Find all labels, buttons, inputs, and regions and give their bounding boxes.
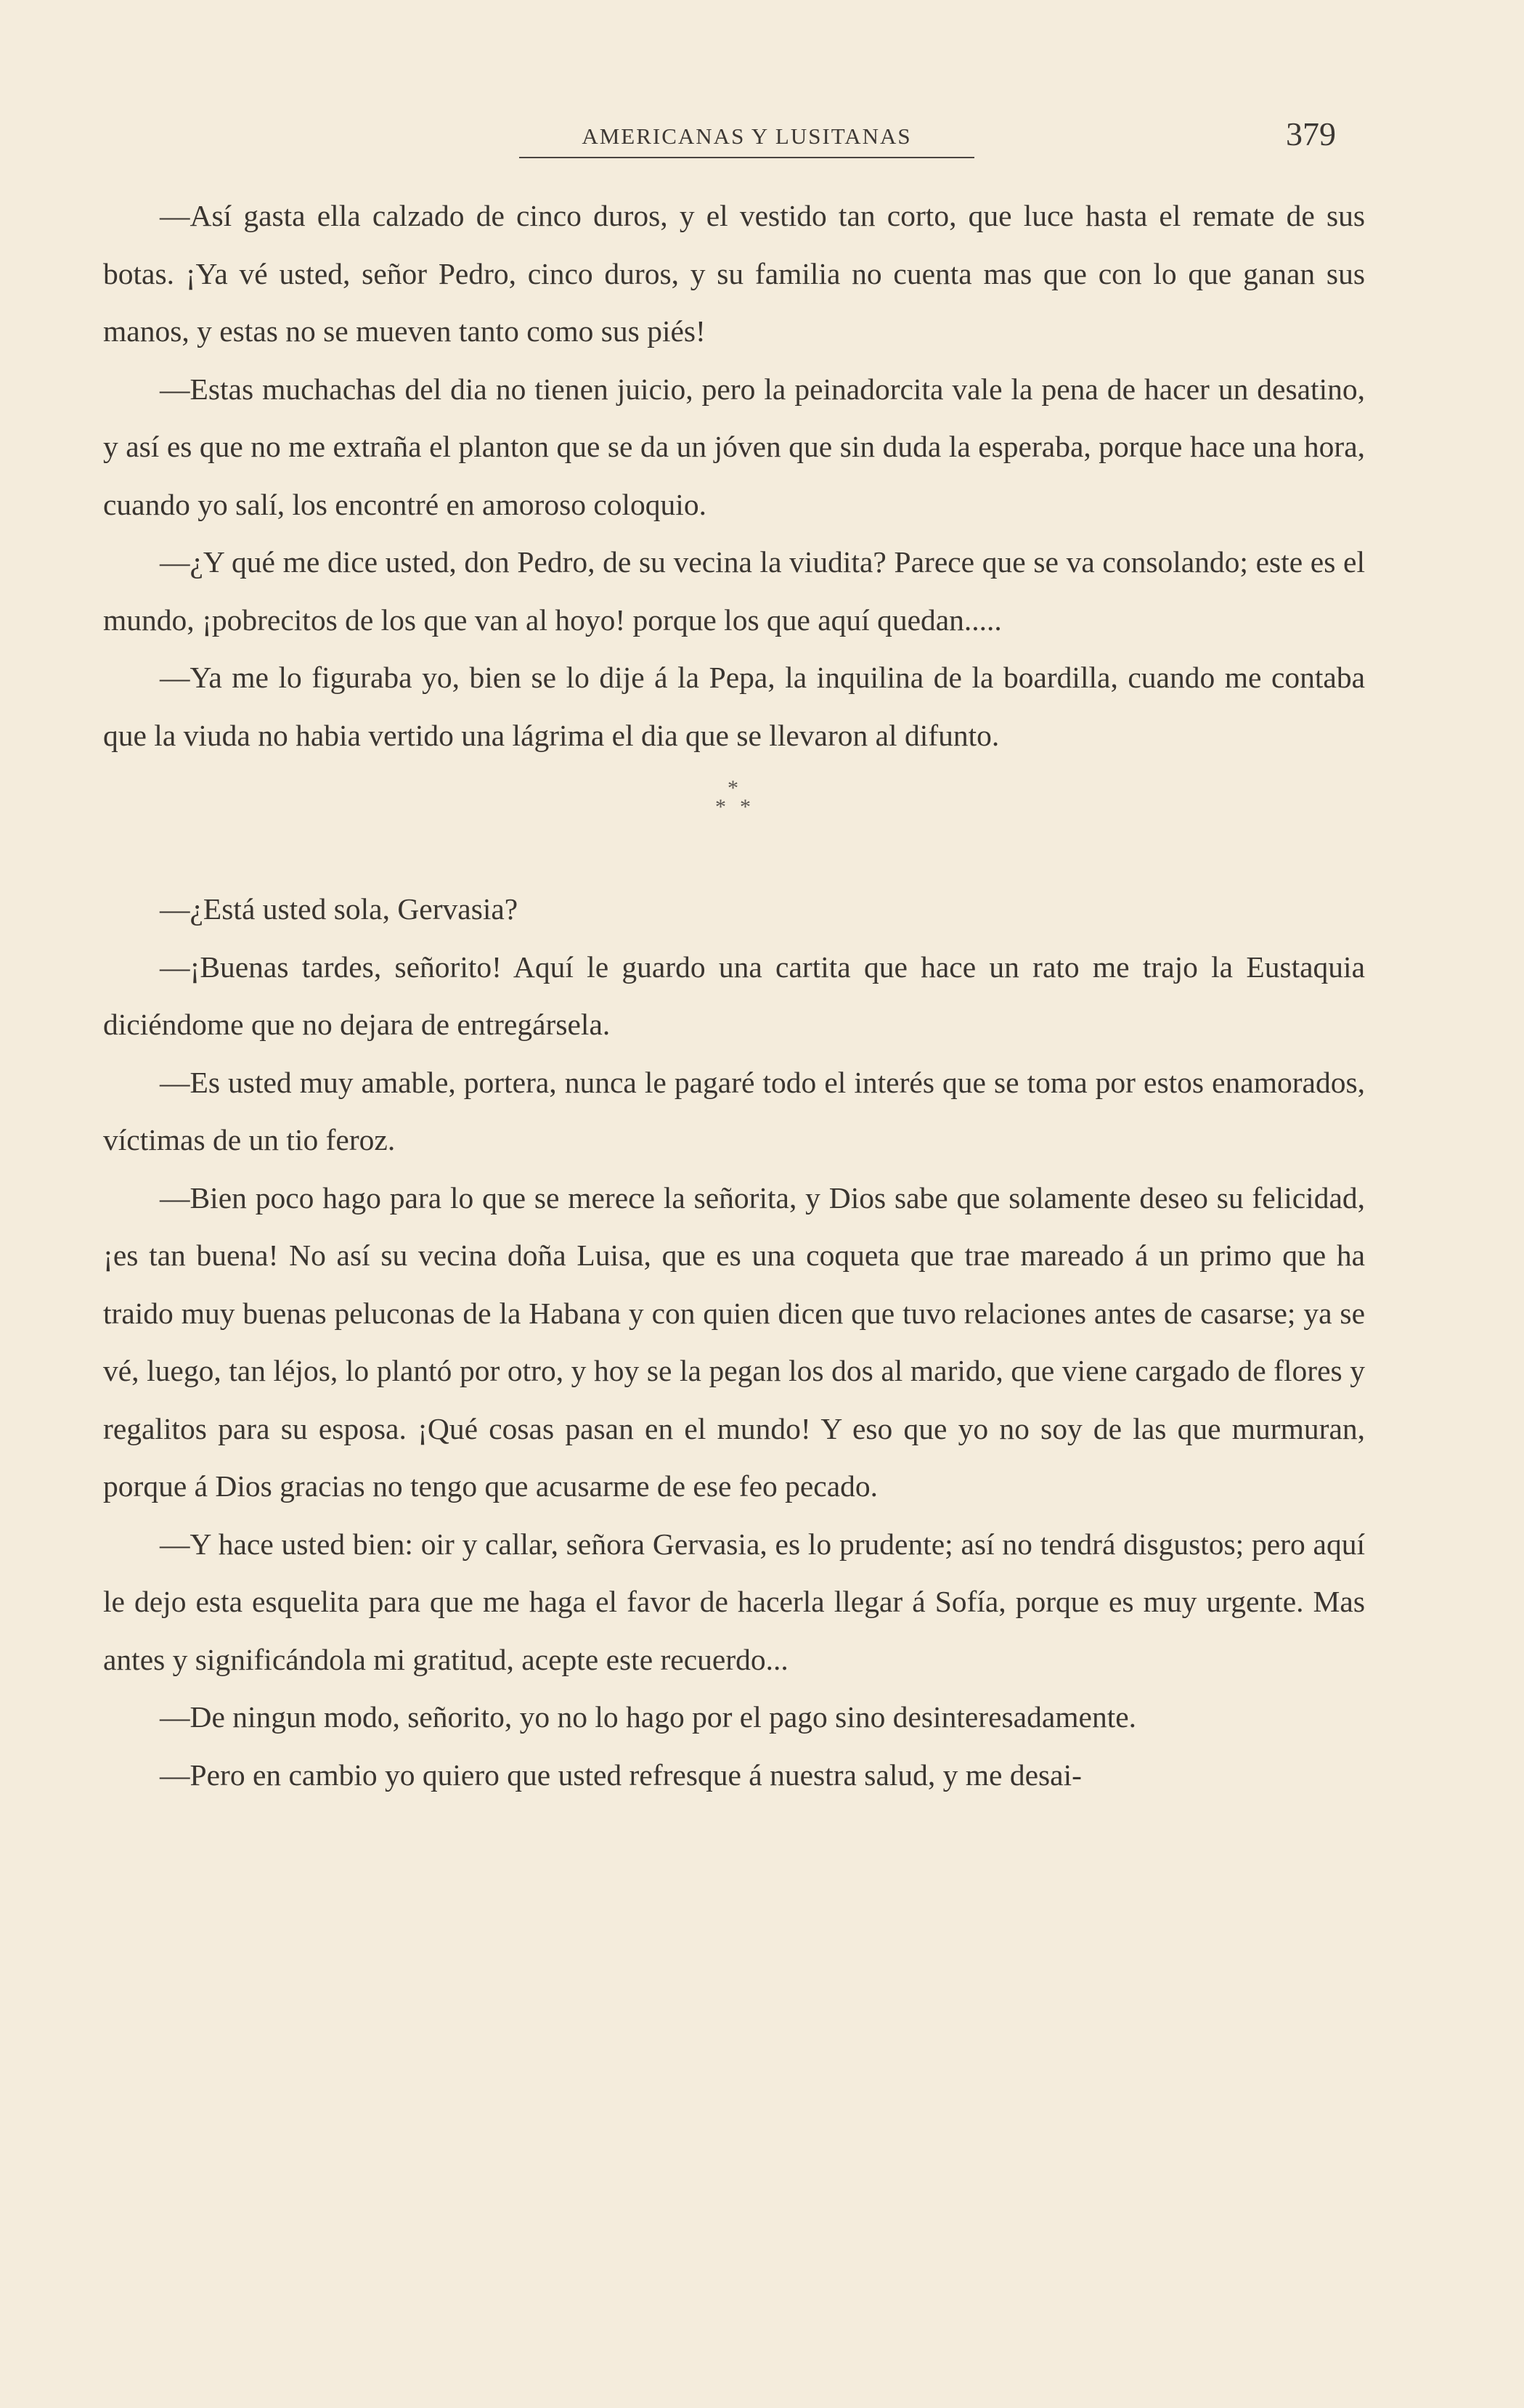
paragraph: —Estas muchachas del dia no tienen juicio, pero la peinadorcita vale la pena de hacer un desatino, y así es que no me extraña el planton que se da un jóven que sin duda la esperaba, porque hace una hora, cuando yo salí, los encontré en amoroso coloquio. <box>103 372 1365 521</box>
header-rule <box>519 157 974 158</box>
running-title: AMERICANAS Y LUSITANAS <box>582 123 912 149</box>
asterisk-mark: * <box>728 776 738 800</box>
section-separator <box>103 764 1365 881</box>
asterisk-mark: * <box>740 795 751 819</box>
paragraph: —De ningun modo, señorito, yo no lo hago por el pago sino desinteresadamente. <box>160 1700 1137 1734</box>
paragraph: —Pero en cambio yo quiero que usted refresque á nuestra salud, y me desai- <box>160 1758 1082 1792</box>
paragraph: —¿Está usted sola, Gervasia? <box>160 892 518 926</box>
paragraph: —Así gasta ella calzado de cinco duros, y el vestido tan corto, que luce hasta el remate de sus botas. ¡Ya vé usted, señor Pedro, cinco duros, y su familia no cuenta mas que con lo que ganan sus manos, y estas no se mueven tanto como sus piés! <box>103 199 1365 348</box>
body-text <box>103 187 1365 1804</box>
asterisk-mark: * <box>715 795 726 819</box>
paragraph: —Es usted muy amable, portera, nunca le pagaré todo el interés que se toma por estos enamorados, víctimas de un tio feroz. <box>103 1065 1365 1156</box>
paragraph: —Bien poco hago para lo que se merece la señorita, y Dios sabe que solamente deseo su felicidad, ¡es tan buena! No así su vecina doña Luisa, que es una coqueta que trae mareado á un primo que ha traido muy buenas peluconas de la Habana y con quien dicen que tuvo relaciones antes de casarse; ya se vé, luego, tan léjos, lo plantó por otro, y hoy se la pegan los dos al marido, que viene cargado de flores y regalitos para su esposa. ¡Qué cosas pasan en el mundo! Y eso que yo no soy de las que murmuran, porque á Dios gracias no tengo que acusarme de ese feo pecado. <box>103 1180 1365 1503</box>
running-head <box>519 116 974 160</box>
paragraph: —¡Buenas tardes, señorito! Aquí le guardo una cartita que hace un rato me trajo la Eustaquia diciéndome que no dejara de entregársela. <box>103 950 1365 1041</box>
page-number: 379 <box>1286 115 1336 152</box>
paragraph: —¿Y qué me dice usted, don Pedro, de su vecina la viudita? Parece que se va consolando; este es el mundo, ¡pobrecitos de los que van al hoyo! porque los que aquí quedan..... <box>103 545 1365 637</box>
paragraph: —Y hace usted bien: oir y callar, señora Gervasia, es lo prudente; así no tendrá disgustos; pero aquí le dejo esta esquelita para que me haga el favor de hacerla llegar á Sofía, porque es muy urgente. Mas antes y significándola mi gratitud, acepte este recuerdo... <box>103 1527 1365 1676</box>
paragraph: —Ya me lo figuraba yo, bien se lo dije á la Pepa, la inquilina de la boardilla, cuando me contaba que la viuda no habia vertido una lágrima el dia que se llevaron al difunto. <box>103 661 1365 752</box>
